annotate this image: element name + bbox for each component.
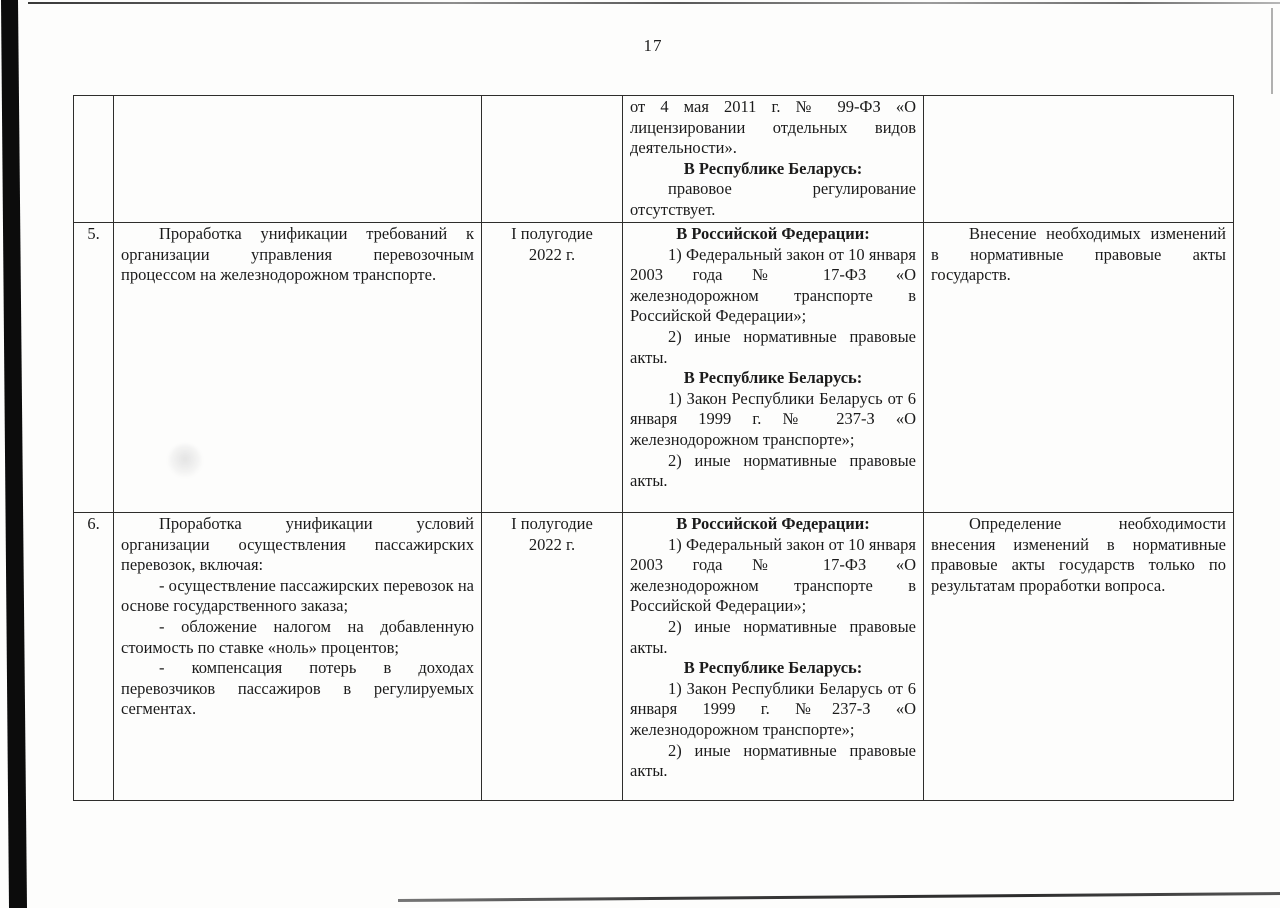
scan-bottom-edge-line xyxy=(398,892,1280,901)
period-line: 2022 г. xyxy=(528,534,576,554)
country-heading: В Республике Беларусь: xyxy=(683,158,863,178)
legal-paragraph: 1) Федеральный закон от 10 января 2003 года № 17-ФЗ «О железнодорожном транспорте в Российской Федерации»; xyxy=(630,534,916,616)
legal-basis-cell xyxy=(623,96,924,223)
table-row-5 xyxy=(74,223,1234,513)
table-row-6 xyxy=(74,513,1234,801)
result-paragraph: Определение необходимости внесения изменений в нормативные правовые акты государств только по результатам проработки вопроса. xyxy=(931,514,1226,595)
legal-basis-cell xyxy=(623,223,924,513)
country-heading: В Российской Федерации: xyxy=(676,514,870,533)
legal-paragraph: 2) иные нормативные правовые акты. xyxy=(630,740,916,781)
task-paragraph: - обложение налогом на добавленную стоимость по ставке «ноль» процентов; xyxy=(121,616,474,657)
legal-paragraph: 1) Закон Республики Беларусь от 6 января 1999 г. №237-З «О железнодорожном транспорте»; xyxy=(630,678,916,739)
legal-paragraph: 2) иные нормативные правовые акты. xyxy=(630,616,916,657)
period-line: I полугодие xyxy=(511,224,593,243)
task-paragraph: Проработка унификации требований к организации управления перевозочным процессом на железнодорожном транспорте. xyxy=(121,224,474,285)
scan-top-edge-line xyxy=(28,2,1280,4)
legal-paragraph: 2) иные нормативные правовые акты. xyxy=(630,326,916,367)
task-cell xyxy=(114,223,482,513)
page-number: 17 xyxy=(643,36,663,55)
period-cell xyxy=(482,513,623,801)
plan-table xyxy=(73,95,1234,801)
country-heading: В Республике Беларусь: xyxy=(683,658,863,678)
result-cell xyxy=(924,223,1234,513)
table-row-continuation xyxy=(74,96,1234,223)
scan-binding-strip xyxy=(0,0,30,908)
result-cell xyxy=(924,513,1234,801)
scan-right-edge-line xyxy=(1271,8,1273,94)
period-line: 2022 г. xyxy=(528,244,576,264)
task-paragraph: Проработка унификации условий организации осуществления пассажирских перевозок, включая: xyxy=(121,514,474,575)
legal-paragraph: 2) иные нормативные правовые акты. xyxy=(630,450,916,491)
period-line: I полугодие xyxy=(511,514,593,533)
period-cell xyxy=(482,96,623,223)
task-paragraph: - компенсация потерь в доходах перевозчиков пассажиров в регулируемых сегментах. xyxy=(121,658,474,719)
country-heading: В Российской Федерации: xyxy=(676,224,870,243)
legal-paragraph: 1) Закон Республики Беларусь от 6 января 1999 г. № 237-З «О железнодорожном транспорте»; xyxy=(630,388,916,449)
country-heading: В Республике Беларусь: xyxy=(683,368,863,388)
legal-basis-cell xyxy=(623,513,924,801)
task-cell xyxy=(114,96,482,223)
task-cell xyxy=(114,513,482,801)
result-paragraph: Внесение необходимых изменений в нормативные правовые акты государств. xyxy=(931,224,1226,285)
legal-paragraph: 1) Федеральный закон от 10 января 2003 года № 17-ФЗ «О железнодорожном транспорте в Российской Федерации»; xyxy=(630,244,916,326)
result-cell xyxy=(924,96,1234,223)
row-number-cell: 5. xyxy=(74,223,114,513)
row-number-cell xyxy=(74,96,114,223)
period-cell xyxy=(482,223,623,513)
task-paragraph: - осуществление пассажирских перевозок на основе государственного заказа; xyxy=(121,575,474,616)
row-number-cell: 6. xyxy=(74,513,114,801)
legal-paragraph: правовое регулирование отсутствует. xyxy=(630,179,916,219)
legal-paragraph: от 4 мая 2011 г. № 99-ФЗ «О лицензировании отдельных видов деятельности». xyxy=(630,97,916,158)
